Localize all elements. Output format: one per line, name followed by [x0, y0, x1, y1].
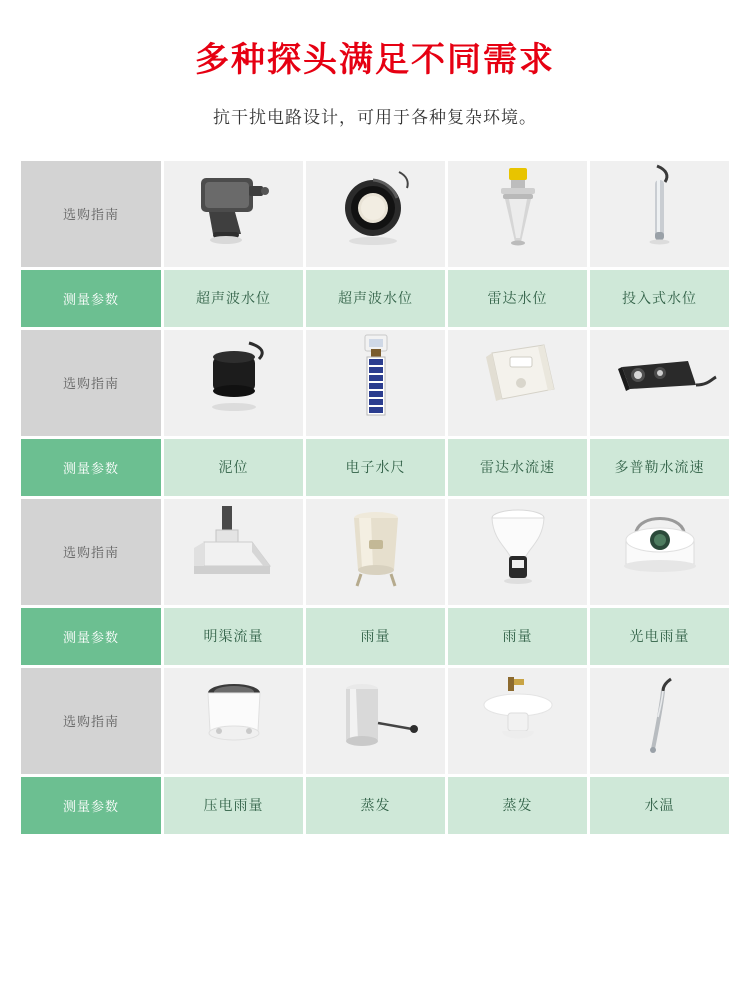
radar-velocity-sensor-icon [448, 327, 587, 433]
row-label-guide: 选购指南 [21, 499, 161, 605]
table-row [21, 330, 729, 436]
param-cell: 泥位 [164, 439, 303, 496]
evaporation-sensor-icon [448, 665, 587, 771]
param-cell: 多普勒水流速 [590, 439, 729, 496]
product-image-cell [164, 330, 303, 436]
product-image-cell [448, 668, 587, 774]
piezoelectric-rain-gauge-icon [164, 665, 303, 771]
product-image-cell [306, 499, 445, 605]
product-image-cell [306, 330, 445, 436]
mud-level-sensor-icon [164, 327, 303, 433]
row-label-guide: 选购指南 [21, 330, 161, 436]
row-label-parameter: 测量参数 [21, 608, 161, 665]
table-row [21, 161, 729, 267]
submersible-level-probe-icon [590, 158, 729, 264]
doppler-velocity-sensor-icon [590, 327, 729, 433]
param-cell: 雷达水流速 [448, 439, 587, 496]
table-row [21, 499, 729, 605]
row-label-parameter: 测量参数 [21, 270, 161, 327]
electronic-water-gauge-icon [306, 327, 445, 433]
product-image-cell [164, 499, 303, 605]
row-label-parameter: 测量参数 [21, 439, 161, 496]
spec-table-wrapper [18, 158, 732, 837]
ultrasonic-level-box-sensor-icon [164, 158, 303, 264]
table-row [21, 608, 729, 665]
product-image-cell [590, 499, 729, 605]
param-cell: 投入式水位 [590, 270, 729, 327]
product-image-cell [306, 161, 445, 267]
table-row [21, 270, 729, 327]
row-label-guide: 选购指南 [21, 668, 161, 774]
product-image-cell [590, 161, 729, 267]
param-cell: 雨量 [306, 608, 445, 665]
product-image-cell [164, 161, 303, 267]
product-image-cell [448, 499, 587, 605]
product-image-cell [448, 330, 587, 436]
spec-table [18, 158, 732, 837]
param-cell: 蒸发 [448, 777, 587, 834]
product-spec-page [0, 40, 750, 991]
row-label-guide: 选购指南 [21, 161, 161, 267]
param-cell: 超声波水位 [164, 270, 303, 327]
param-cell: 光电雨量 [590, 608, 729, 665]
param-cell: 明渠流量 [164, 608, 303, 665]
product-image-cell [306, 668, 445, 774]
evaporation-cylinder-icon [306, 665, 445, 771]
table-row [21, 668, 729, 774]
param-cell: 雷达水位 [448, 270, 587, 327]
rain-gauge-bucket-icon [306, 496, 445, 602]
product-image-cell [590, 668, 729, 774]
param-cell: 水温 [590, 777, 729, 834]
page-title: 多种探头满足不同需求 [195, 41, 555, 79]
param-cell: 压电雨量 [164, 777, 303, 834]
page-subtitle: 抗干扰电路设计，可用于各种复杂环境。 [213, 107, 537, 127]
product-image-cell [590, 330, 729, 436]
param-cell: 雨量 [448, 608, 587, 665]
param-cell: 蒸发 [306, 777, 445, 834]
row-label-parameter: 测量参数 [21, 777, 161, 834]
table-row [21, 439, 729, 496]
rain-gauge-funnel-icon [448, 496, 587, 602]
table-row [21, 777, 729, 834]
param-cell: 超声波水位 [306, 270, 445, 327]
product-image-cell [164, 668, 303, 774]
photoelectric-rain-gauge-icon [590, 496, 729, 602]
product-image-cell [448, 161, 587, 267]
open-channel-flume-icon [164, 496, 303, 602]
radar-level-cone-sensor-icon [448, 158, 587, 264]
ultrasonic-level-round-sensor-icon [306, 158, 445, 264]
param-cell: 电子水尺 [306, 439, 445, 496]
water-temperature-probe-icon [590, 665, 729, 771]
